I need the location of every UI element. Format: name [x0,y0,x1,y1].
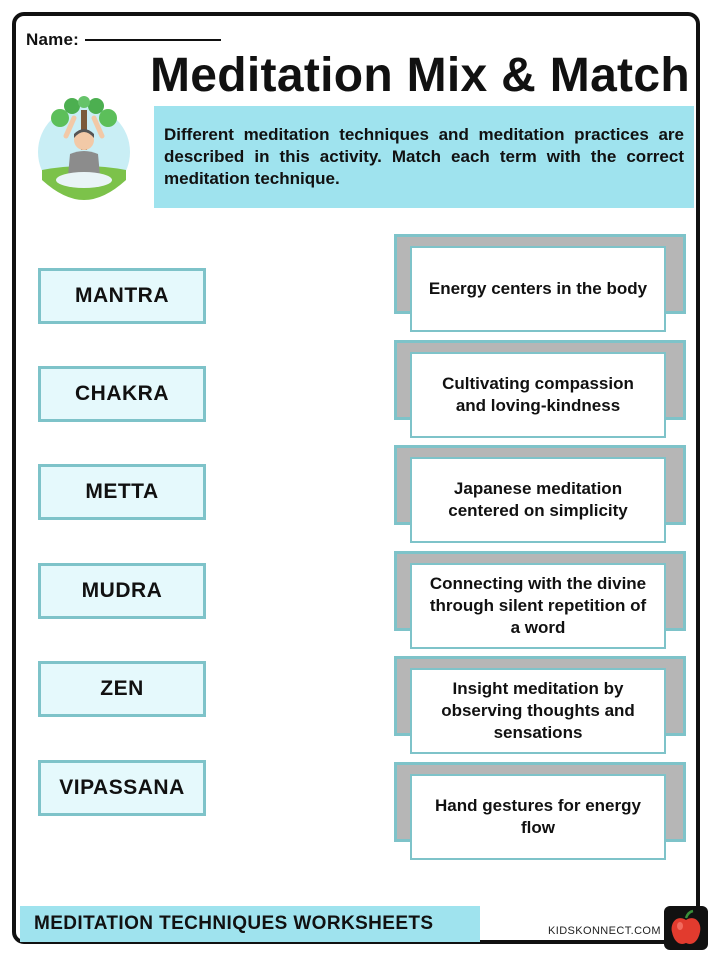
term-box[interactable]: CHAKRA [38,366,206,422]
term-box[interactable]: METTA [38,464,206,520]
definition-card[interactable]: Connecting with the divine through silent repetition of a word [410,563,666,649]
name-field[interactable] [26,30,221,50]
term-box[interactable]: VIPASSANA [38,760,206,816]
logo-badge [664,906,708,950]
definition-card[interactable]: Energy centers in the body [410,246,666,332]
term-box[interactable]: MANTRA [38,268,206,324]
apple-icon [664,906,708,950]
term-box[interactable]: MUDRA [38,563,206,619]
definition-card[interactable]: Japanese meditation centered on simplicity [410,457,666,543]
name-blank-line[interactable] [85,39,221,41]
meditation-illustration [34,96,134,200]
definition-card[interactable]: Hand gestures for energy flow [410,774,666,860]
page-title: Meditation Mix & Match [150,49,690,102]
footer-title: MEDITATION TECHNIQUES WORKSHEETS [20,906,480,942]
definition-card[interactable]: Cultivating compassion and loving-kindness [410,352,666,438]
term-box[interactable]: ZEN [38,661,206,717]
definition-card[interactable]: Insight meditation by observing thoughts and sensations [410,668,666,754]
name-label: Name: [26,30,79,49]
brand-text[interactable]: KIDSKONNECT.COM [548,925,661,937]
instructions-box: Different meditation techniques and meditation practices are described in this activity. Match each term with the correct meditation technique. [154,106,694,208]
